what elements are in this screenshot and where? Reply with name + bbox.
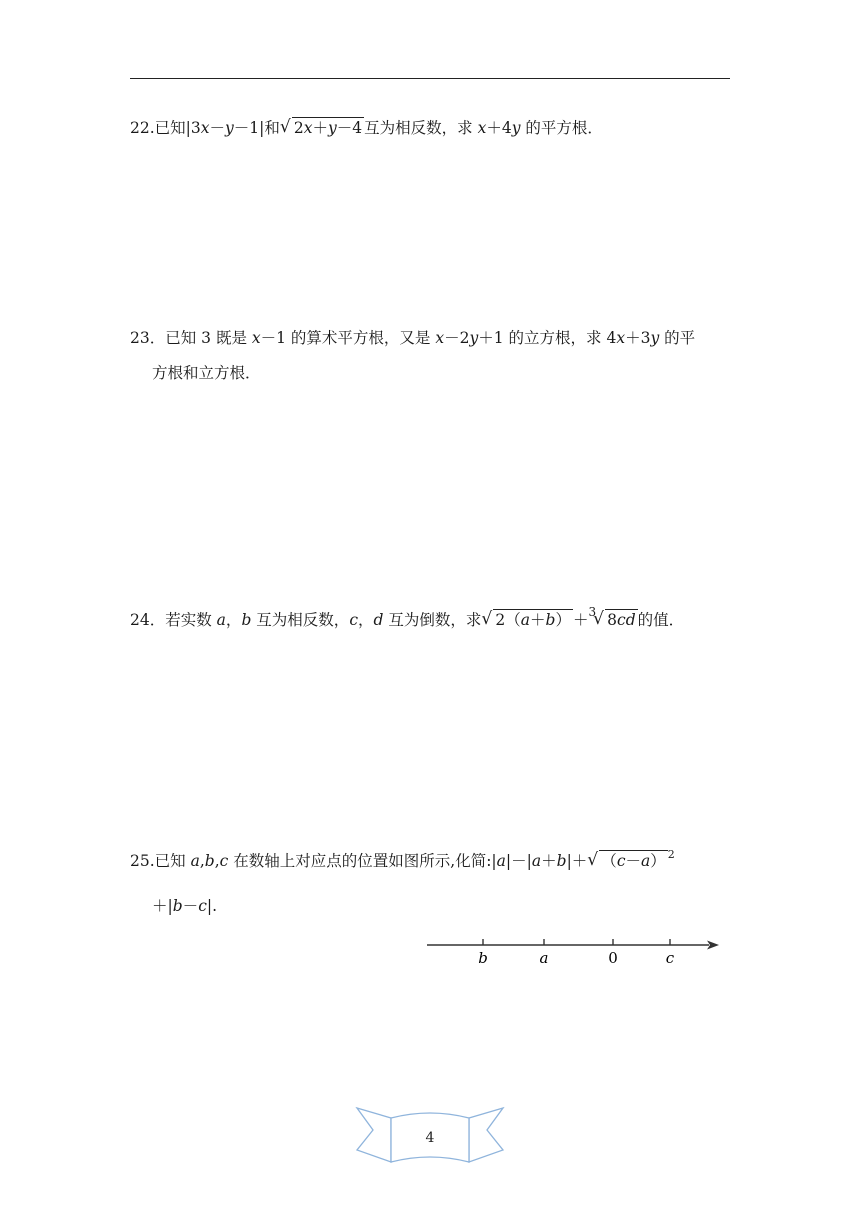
exponent: 2 xyxy=(667,848,675,861)
question-25: 25.已知 a,b,c 在数轴上对应点的位置如图所示,化简:|a|－|a＋b|＋ √ （c－a） $^2$ xyxy=(130,848,675,870)
square-root: √ （c－a） xyxy=(587,850,666,870)
number-line xyxy=(425,928,725,970)
radical-sign-icon: √ xyxy=(481,609,493,629)
question-25-line-2: ＋|b－c|. xyxy=(152,897,218,915)
page-number-ribbon xyxy=(355,1104,505,1164)
cube-root-index: 3 xyxy=(588,605,597,619)
question-number: 22. xyxy=(130,119,155,137)
header-rule xyxy=(130,78,730,79)
question-24: 24．若实数 a，b 互为相反数，c，d 互为倒数，求 √ 2（a＋b） ＋$^3$ √ 8cd 的值． xyxy=(130,605,685,629)
radical-sign-icon: √ xyxy=(279,117,291,137)
ribbon-left-tail xyxy=(357,1108,391,1162)
label-c: c xyxy=(665,949,675,967)
label-b: b xyxy=(478,949,488,967)
question-number: 23． xyxy=(130,329,166,347)
cube-root: √ 8cd xyxy=(593,609,636,629)
square-root: √ 2（a＋b） xyxy=(481,609,571,629)
question-22: 22.已知|3x－y－1|和 √ 2x＋y－4 互为相反数，求 x＋4y 的平方根． xyxy=(130,117,603,137)
label-a: a xyxy=(539,949,549,967)
question-23: 23．已知 3 既是 x－1 的算术平方根，又是 x－2y＋1 的立方根，求 4x＋3y 的平 xyxy=(130,329,696,347)
question-number: 25. xyxy=(130,852,155,870)
question-23-line-2: 方根和立方根． xyxy=(152,364,261,382)
ribbon-right-tail xyxy=(469,1108,503,1162)
square-root: √ 2x＋y－4 xyxy=(279,117,363,137)
question-number: 24． xyxy=(130,611,166,629)
radical-sign-icon: √ xyxy=(587,850,599,870)
radical-sign-icon: √ xyxy=(593,609,604,629)
page-number: 4 xyxy=(425,1130,435,1146)
label-zero: 0 xyxy=(608,949,618,967)
